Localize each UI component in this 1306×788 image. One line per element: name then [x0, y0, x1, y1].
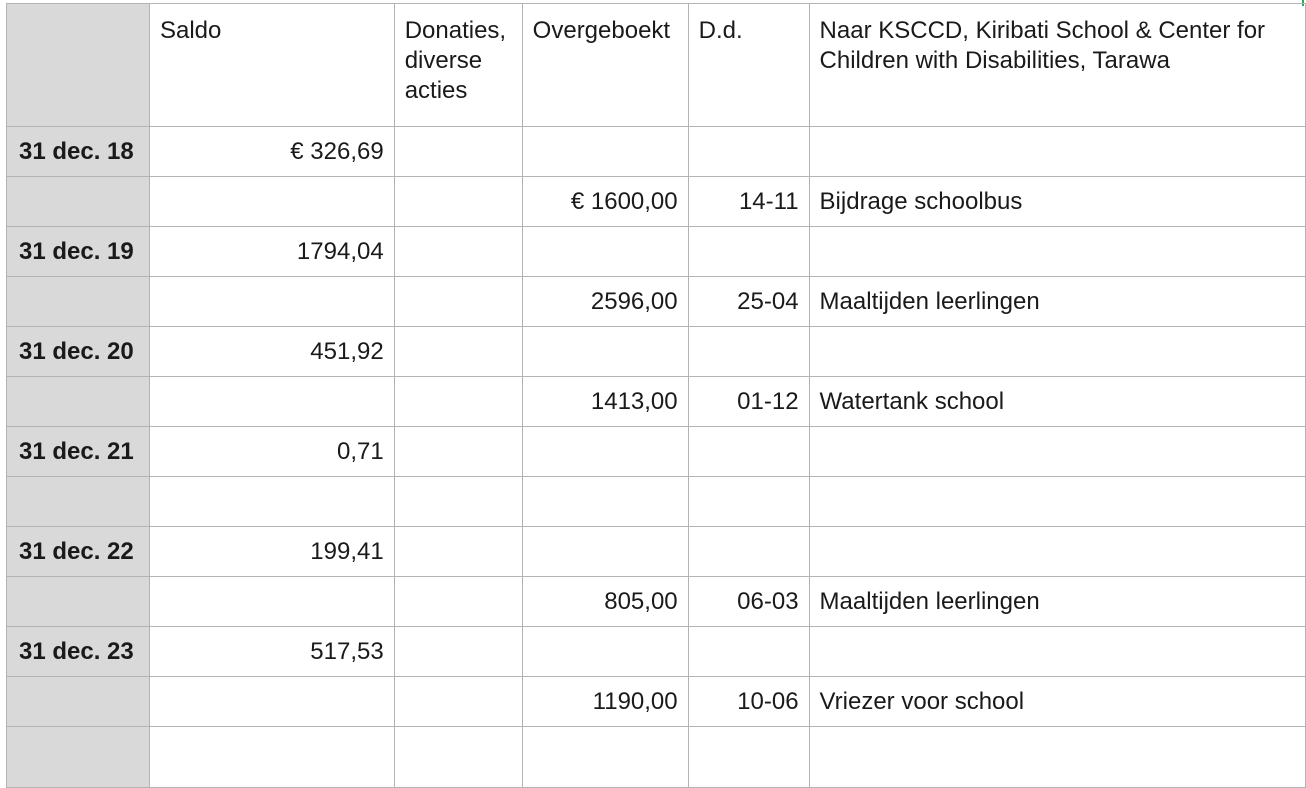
- naar-cell[interactable]: Maaltijden leerlingen: [809, 577, 1305, 627]
- naar-cell[interactable]: [809, 327, 1305, 377]
- donaties-cell[interactable]: [394, 177, 522, 227]
- naar-cell[interactable]: [809, 727, 1305, 788]
- table-row: [7, 377, 1306, 427]
- donaties-cell[interactable]: [394, 227, 522, 277]
- row-label-cell[interactable]: 31 dec. 21: [7, 427, 150, 477]
- dd-cell[interactable]: 25-04: [688, 277, 809, 327]
- table-row: [7, 677, 1306, 727]
- saldo-cell[interactable]: [149, 577, 394, 627]
- row-label-cell[interactable]: [7, 727, 150, 788]
- dd-cell[interactable]: [688, 627, 809, 677]
- row-label-cell[interactable]: [7, 577, 150, 627]
- row-label-cell[interactable]: 31 dec. 22: [7, 527, 150, 577]
- dd-cell[interactable]: [688, 427, 809, 477]
- dd-cell[interactable]: [688, 727, 809, 788]
- row-label-cell[interactable]: 31 dec. 18: [7, 127, 150, 177]
- saldo-cell[interactable]: [149, 727, 394, 788]
- dd-cell[interactable]: [688, 127, 809, 177]
- dd-cell[interactable]: 01-12: [688, 377, 809, 427]
- dd-cell[interactable]: 10-06: [688, 677, 809, 727]
- row-label-cell[interactable]: [7, 277, 150, 327]
- table-row: [7, 277, 1306, 327]
- overgeboekt-cell[interactable]: [522, 727, 688, 788]
- donaties-cell[interactable]: [394, 127, 522, 177]
- table-row: [7, 427, 1306, 477]
- naar-cell[interactable]: [809, 127, 1305, 177]
- header-naar[interactable]: Naar KSCCD, Kiribati School & Center for Children with Disabilities, Tarawa: [809, 4, 1305, 127]
- saldo-cell[interactable]: [149, 477, 394, 527]
- dd-cell[interactable]: [688, 327, 809, 377]
- row-label-cell[interactable]: [7, 177, 150, 227]
- naar-cell[interactable]: Maaltijden leerlingen: [809, 277, 1305, 327]
- donaties-cell[interactable]: [394, 627, 522, 677]
- table-row: [7, 327, 1306, 377]
- header-rowlabel-cell[interactable]: [7, 4, 150, 127]
- dd-cell[interactable]: [688, 527, 809, 577]
- donaties-cell[interactable]: [394, 477, 522, 527]
- donaties-cell[interactable]: [394, 677, 522, 727]
- spreadsheet-table: [6, 3, 1306, 788]
- donaties-cell[interactable]: [394, 727, 522, 788]
- header-donaties[interactable]: Donaties, diverse acties: [394, 4, 522, 127]
- overgeboekt-cell[interactable]: [522, 327, 688, 377]
- donaties-cell[interactable]: [394, 427, 522, 477]
- table-row: [7, 127, 1306, 177]
- overgeboekt-cell[interactable]: 1190,00: [522, 677, 688, 727]
- saldo-cell[interactable]: [149, 677, 394, 727]
- saldo-cell[interactable]: [149, 377, 394, 427]
- table-row: [7, 477, 1306, 527]
- row-label-cell[interactable]: 31 dec. 19: [7, 227, 150, 277]
- naar-cell[interactable]: [809, 427, 1305, 477]
- naar-cell[interactable]: Vriezer voor school: [809, 677, 1305, 727]
- saldo-cell[interactable]: € 326,69: [149, 127, 394, 177]
- donaties-cell[interactable]: [394, 377, 522, 427]
- table-row: [7, 577, 1306, 627]
- table-row: [7, 727, 1306, 788]
- table-body: [7, 127, 1306, 788]
- saldo-cell[interactable]: 0,71: [149, 427, 394, 477]
- saldo-cell[interactable]: 451,92: [149, 327, 394, 377]
- table-row: [7, 227, 1306, 277]
- dd-cell[interactable]: [688, 477, 809, 527]
- saldo-cell[interactable]: [149, 277, 394, 327]
- overgeboekt-cell[interactable]: [522, 227, 688, 277]
- header-row: [7, 4, 1306, 127]
- overgeboekt-cell[interactable]: 805,00: [522, 577, 688, 627]
- row-label-cell[interactable]: [7, 377, 150, 427]
- donaties-cell[interactable]: [394, 327, 522, 377]
- dd-cell[interactable]: 14-11: [688, 177, 809, 227]
- table-row: [7, 527, 1306, 577]
- dd-cell[interactable]: [688, 227, 809, 277]
- saldo-cell[interactable]: 1794,04: [149, 227, 394, 277]
- naar-cell[interactable]: [809, 627, 1305, 677]
- overgeboekt-cell[interactable]: [522, 627, 688, 677]
- naar-cell[interactable]: Watertank school: [809, 377, 1305, 427]
- saldo-cell[interactable]: 199,41: [149, 527, 394, 577]
- overgeboekt-cell[interactable]: [522, 427, 688, 477]
- overgeboekt-cell[interactable]: [522, 127, 688, 177]
- naar-cell[interactable]: [809, 227, 1305, 277]
- row-label-cell[interactable]: 31 dec. 20: [7, 327, 150, 377]
- donaties-cell[interactable]: [394, 277, 522, 327]
- naar-cell[interactable]: Bijdrage schoolbus: [809, 177, 1305, 227]
- table-row: [7, 627, 1306, 677]
- dd-cell[interactable]: 06-03: [688, 577, 809, 627]
- overgeboekt-cell[interactable]: [522, 527, 688, 577]
- header-saldo[interactable]: Saldo: [149, 4, 394, 127]
- donaties-cell[interactable]: [394, 577, 522, 627]
- overgeboekt-cell[interactable]: € 1600,00: [522, 177, 688, 227]
- naar-cell[interactable]: [809, 477, 1305, 527]
- row-label-cell[interactable]: 31 dec. 23: [7, 627, 150, 677]
- saldo-cell[interactable]: [149, 177, 394, 227]
- row-label-cell[interactable]: [7, 677, 150, 727]
- saldo-cell[interactable]: 517,53: [149, 627, 394, 677]
- overgeboekt-cell[interactable]: [522, 477, 688, 527]
- header-dd[interactable]: D.d.: [688, 4, 809, 127]
- header-overgeboekt[interactable]: Overgeboekt: [522, 4, 688, 127]
- overgeboekt-cell[interactable]: 2596,00: [522, 277, 688, 327]
- donaties-cell[interactable]: [394, 527, 522, 577]
- naar-cell[interactable]: [809, 527, 1305, 577]
- overgeboekt-cell[interactable]: 1413,00: [522, 377, 688, 427]
- table-row: [7, 177, 1306, 227]
- row-label-cell[interactable]: [7, 477, 150, 527]
